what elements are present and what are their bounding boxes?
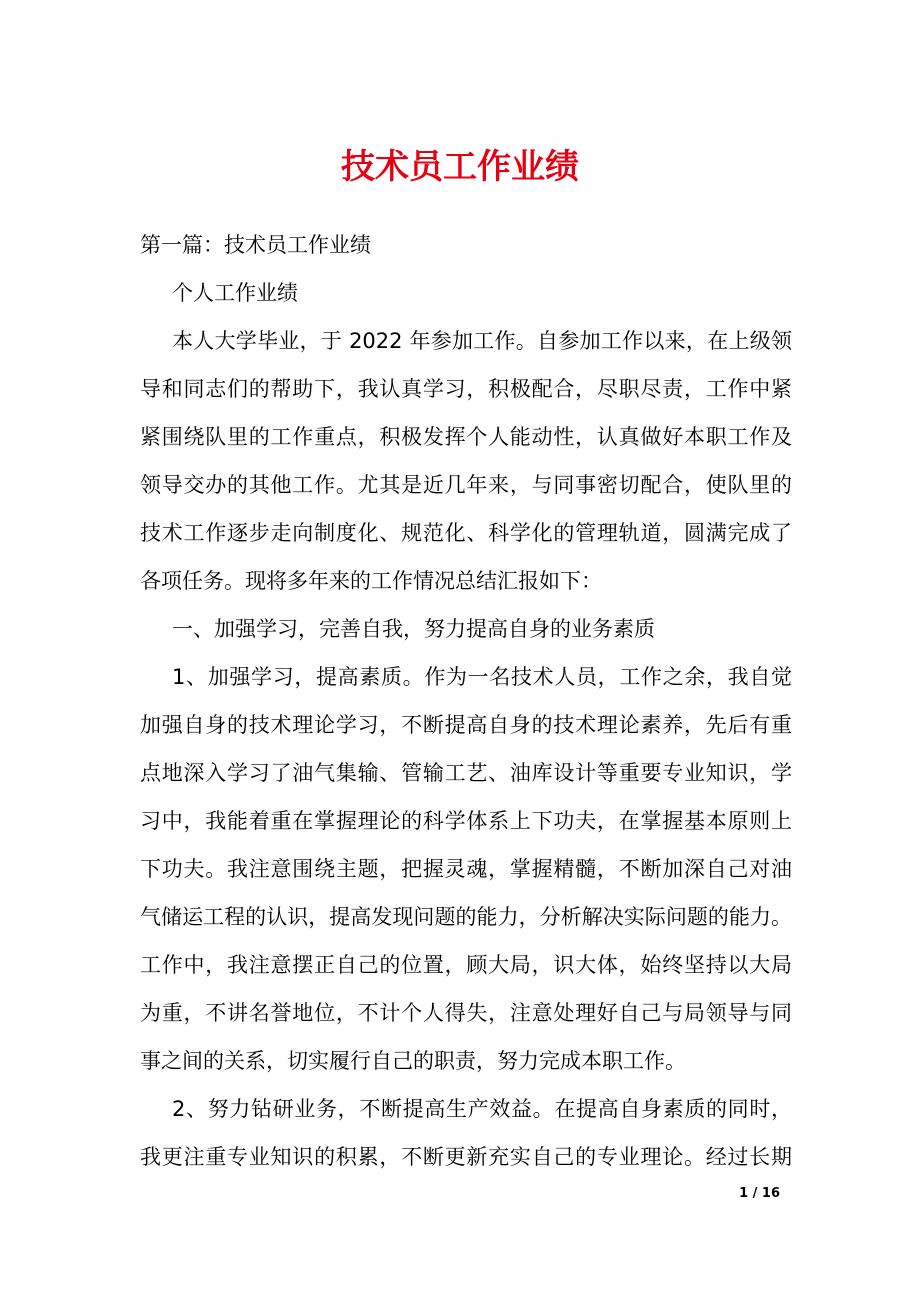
text-line: 为重，不讲名誉地位，不计个人得失，注意处理好自己与局领导与同: [140, 1001, 792, 1025]
text-line: 各项任务。现将多年来的工作情况总结汇报如下：: [140, 569, 602, 593]
subheading: 个人工作业绩: [172, 281, 298, 305]
text-line: 气储运工程的认识，提高发现问题的能力，分析解决实际问题的能力。: [140, 905, 792, 929]
text-line: 紧围绕队里的工作重点，积极发挥个人能动性，认真做好本职工作及: [140, 425, 792, 449]
section-heading: 一、加强学习，完善自我，努力提高自身的业务素质: [172, 617, 655, 641]
text-line: 加强自身的技术理论学习，不断提高自身的技术理论素养，先后有重: [140, 713, 792, 737]
document-title: 技术员工作业绩: [341, 147, 579, 187]
text-line: 工作中，我注意摆正自己的位置，顾大局，识大体，始终坚持以大局: [140, 953, 792, 977]
page-number: 1 / 16: [739, 1186, 780, 1201]
text-line: 本人大学毕业，于 2022 年参加工作。自参加工作以来，在上级领: [172, 329, 792, 353]
text-line: 领导交办的其他工作。尤其是近几年来，与同事密切配合，使队里的: [140, 473, 792, 497]
document-body: [140, 221, 792, 1181]
text-line: 点地深入学习了油气集输、管输工艺、油库设计等重要专业知识，学: [140, 761, 792, 785]
text-line: 我更注重专业知识的积累，不断更新充实自己的专业理论。经过长期: [140, 1145, 792, 1169]
text-line: 2、努力钻研业务，不断提高生产效益。在提高自身素质的同时，: [172, 1097, 792, 1121]
text-line: 导和同志们的帮助下，我认真学习，积极配合，尽职尽责，工作中紧: [140, 377, 792, 401]
section-heading: 第一篇：技术员工作业绩: [140, 233, 371, 257]
text-line: 技术工作逐步走向制度化、规范化、科学化的管理轨道，圆满完成了: [140, 521, 792, 545]
text-line: 习中，我能着重在掌握理论的科学体系上下功夫，在掌握基本原则上: [140, 809, 792, 833]
text-line: 下功夫。我注意围绕主题，把握灵魂，掌握精髓，不断加深自己对油: [140, 857, 792, 881]
text-line: 1、加强学习，提高素质。作为一名技术人员，工作之余，我自觉: [172, 665, 792, 689]
text-line: 事之间的关系，切实履行自己的职责，努力完成本职工作。: [140, 1049, 686, 1073]
